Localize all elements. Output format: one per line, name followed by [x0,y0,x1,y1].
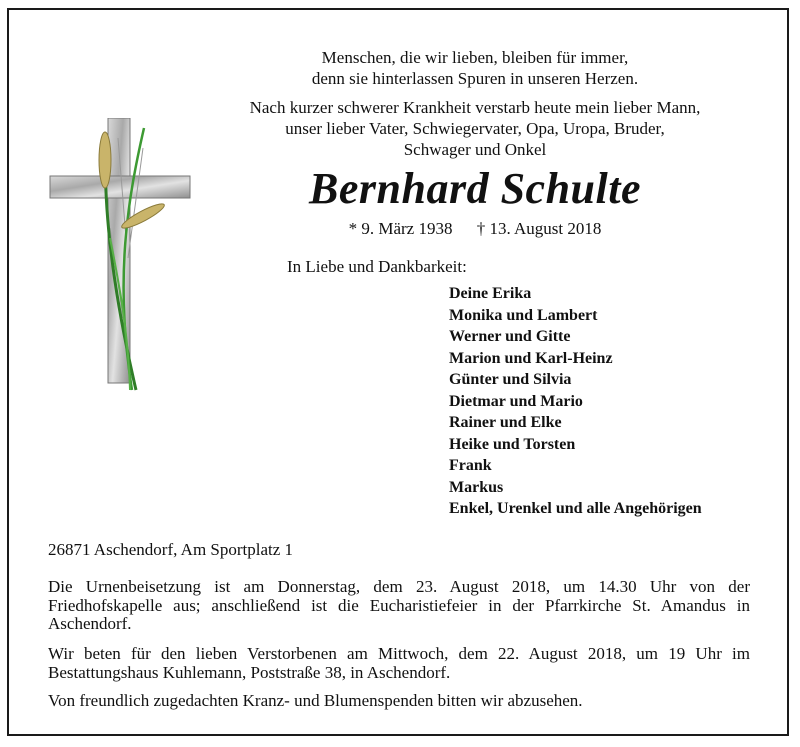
family-member: Marion und Karl-Heinz [449,349,613,367]
family-member: Frank [449,457,492,474]
thanks-heading: In Liebe und Dankbarkeit: [287,257,467,276]
announcement-line-2: unser lieber Vater, Schwiegervater, Opa, Uropa, Bruder, [285,119,665,138]
birth-date: * 9. März 1938 [348,219,453,238]
deceased-name: Bernhard Schulte [309,164,641,213]
family-member: Werner und Gitte [449,328,571,345]
family-member: Deine Erika [449,285,532,302]
life-dates [150,219,800,239]
wheat-ear-top [99,132,111,188]
funeral-paragraph: Die Urnenbeisetzung ist am Donnerstag, dem 23. August 2018, um 14.30 Uhr von der Friedhofskapelle aus; anschließend ist die Eucharistiefeier in der Pfarrkirche St. Amandus in Aschendorf. [48,577,750,633]
family-member: Rainer und Elke [449,414,562,431]
address: 26871 Aschendorf, Am Sportplatz 1 [48,540,294,559]
family-member: Enkel, Urenkel und alle Angehörigen [449,500,702,517]
family-member: Dietmar und Mario [449,392,583,410]
announcement-line-1: Nach kurzer schwerer Krankheit verstarb heute mein lieber Mann, [249,98,701,117]
poem-line-2: denn sie hinterlassen Spuren in unseren Herzen. [311,69,639,88]
announcement-line-3: Schwager und Onkel [403,140,547,159]
prayer-paragraph: Wir beten für den lieben Verstorbenen am Mittwoch, dem 22. August 2018, um 19 Uhr im Bestattungshaus Kuhlemann, Poststraße 38, in Aschendorf. [48,644,750,682]
poem-line-1: Menschen, die wir lieben, bleiben für immer, [321,48,629,67]
cross-with-wheat-icon [48,118,193,398]
family-member: Markus [449,478,504,496]
family-member: Heike und Torsten [449,435,576,453]
family-member: Monika und Lambert [449,306,598,324]
flowers-paragraph: Von freundlich zugedachten Kranz- und Blumenspenden bitten wir abzusehen. [48,691,583,710]
family-list [449,283,702,520]
death-date: † 13. August 2018 [476,219,602,238]
family-member: Günter und Silvia [449,371,572,388]
